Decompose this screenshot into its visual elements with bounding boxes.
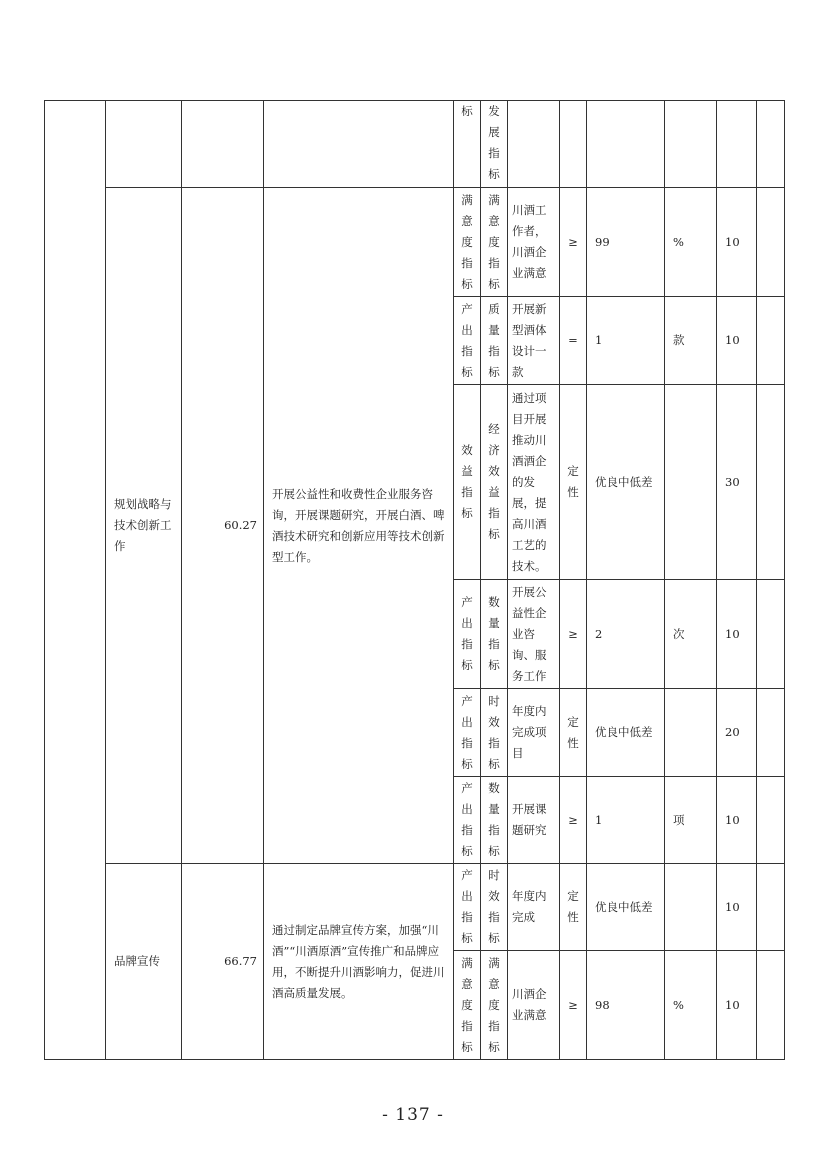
indicator-unit	[665, 689, 717, 777]
indicator-score: 10	[717, 777, 757, 864]
indicator-operator: =	[560, 297, 587, 385]
indicator-unit: 次	[665, 580, 717, 689]
indicator-level2: 质量指标	[488, 301, 500, 379]
indicator-score: 10	[717, 580, 757, 689]
indicator-level2: 满意度指标	[488, 192, 500, 291]
indicator-content: 年度内完成	[508, 864, 560, 951]
indicator-content: 年度内完成项目	[508, 689, 560, 777]
project-amount: 60.27	[182, 188, 264, 864]
indicator-level1: 产出指标	[461, 693, 473, 771]
indicator-unit: %	[665, 188, 717, 297]
indicator-content: 川酒工作者，川酒企业满意	[508, 188, 560, 297]
indicator-target: 优良中低差	[587, 385, 665, 580]
indicator-level2: 发展指标	[488, 104, 500, 181]
indicator-level2: 时效指标	[488, 693, 500, 771]
indicator-unit: 款	[665, 297, 717, 385]
project-amount: 66.77	[182, 864, 264, 1060]
project-description: 通过制定品牌宣传方案，加强“川酒”“川酒原酒”宣传推广和品牌应用，不断提升川酒影响力，促进川酒高质量发展。	[264, 864, 454, 1060]
project-name: 规划战略与技术创新工作	[106, 188, 182, 864]
amount-cell-blank	[182, 101, 264, 188]
indicator-level2: 经济效益指标	[488, 422, 500, 541]
description-cell-blank	[264, 101, 454, 188]
indicator-level1: 产出指标	[461, 301, 473, 379]
project-cell-blank	[106, 101, 182, 188]
indicator-operator: ≥	[560, 188, 587, 297]
indicator-operator: ≥	[560, 951, 587, 1060]
indicator-score: 30	[717, 385, 757, 580]
indicator-level1: 满意度指标	[461, 955, 473, 1054]
page-number: - 137 -	[382, 1105, 444, 1125]
indicator-level1: 产出指标	[461, 781, 473, 858]
indicator-level2: 数量指标	[488, 595, 500, 672]
indicator-content: 通过项目开展推动川酒酒企的发展，提高川酒工艺的技术。	[508, 385, 560, 580]
performance-table	[44, 100, 785, 1060]
project-description: 开展公益性和收费性企业服务咨询，开展课题研究，开展白酒、啤酒技术研究和创新应用等技术创新型工作。	[264, 188, 454, 864]
table-row	[45, 188, 785, 297]
indicator-target: 优良中低差	[587, 864, 665, 951]
indicator-content: 开展公益性企业咨询、服务工作	[508, 580, 560, 689]
indicator-target: 1	[587, 777, 665, 864]
indicator-target: 1	[587, 297, 665, 385]
outer-blank-cell	[45, 101, 106, 1060]
indicator-level2: 数量指标	[488, 781, 500, 858]
indicator-score: 10	[717, 864, 757, 951]
indicator-level1: 产出指标	[461, 868, 473, 945]
indicator-level1: 满意度指标	[461, 192, 473, 291]
indicator-level1: 产出指标	[461, 595, 473, 672]
indicator-content: 开展新型酒体设计一款	[508, 297, 560, 385]
indicator-unit	[665, 864, 717, 951]
indicator-unit: 项	[665, 777, 717, 864]
indicator-level2: 时效指标	[488, 868, 500, 945]
indicator-operator: ≥	[560, 777, 587, 864]
indicator-target: 优良中低差	[587, 689, 665, 777]
indicator-target: 98	[587, 951, 665, 1060]
indicator-content: 开展课题研究	[508, 777, 560, 864]
indicator-level1: 标	[461, 104, 473, 118]
table-row	[45, 101, 785, 188]
indicator-operator: 定性	[567, 714, 579, 750]
indicator-unit: %	[665, 951, 717, 1060]
indicator-content: 川酒企业满意	[508, 951, 560, 1060]
indicator-score: 10	[717, 188, 757, 297]
project-name: 品牌宣传	[106, 864, 182, 1060]
indicator-level2: 满意度指标	[488, 955, 500, 1054]
indicator-score: 10	[717, 297, 757, 385]
indicator-operator: ≥	[560, 580, 587, 689]
table-row	[45, 864, 785, 951]
indicator-target: 99	[587, 188, 665, 297]
indicator-operator: 定性	[567, 889, 579, 924]
indicator-unit	[665, 385, 717, 580]
indicator-score: 10	[717, 951, 757, 1060]
indicator-score: 20	[717, 689, 757, 777]
indicator-target: 2	[587, 580, 665, 689]
indicator-level1: 效益指标	[461, 443, 473, 520]
indicator-operator: 定性	[567, 464, 579, 499]
